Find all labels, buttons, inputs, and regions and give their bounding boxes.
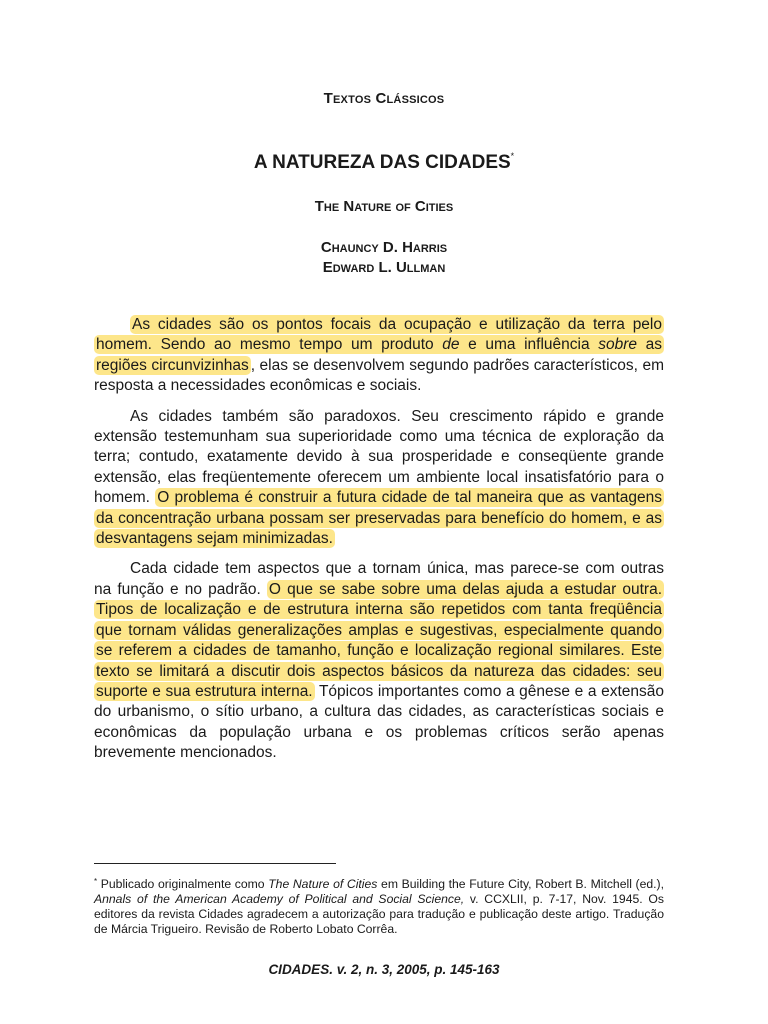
journal-citation: CIDADES. v. 2, n. 3, 2005, p. 145-163 [268,962,500,977]
emphasis: The Nature of Cities [268,877,378,891]
author-list [0,238,768,278]
footnote [94,874,664,937]
article-title [0,151,768,174]
highlight: O problema é construir a futura cidade de tal maneira que as vantagens da concentração urbana possam ser preservadas para benefício do homem, e as desvantagens sejam minimizadas. [96,489,662,548]
paragraph [94,407,664,550]
title-footnote-mark: * [510,151,515,161]
emphasis: Annals of the American Academy of Political and Social Science, [94,892,465,906]
author-name: Chauncy D. Harris [320,239,448,256]
footnote-mark: * [94,877,98,886]
text-run: e uma influência [459,336,599,354]
title-text: A NATUREZA DAS CIDADES [253,152,511,173]
text-run: , elas se desenvolvem segundo padrões característicos, em resposta a necessidades econômicas e sociais. [94,356,664,395]
text-run: Tópicos importantes como a gênese e a extensão do urbanismo, o sítio urbano, a cultura das cidades, as características sociais e econômicas da população urbana e os problemas críticos serão apenas brevemente mencionados. [94,682,665,762]
paragraph [94,315,664,397]
text-run: As cidades são os pontos focais da ocupação e utilização da terra pelo homem. Sendo ao mesmo tempo um produto [96,316,662,354]
text-run: em Building the Future City, Robert B. Mitchell (ed.), [377,877,664,891]
text-run: as regiões circunvizinhas [96,336,662,374]
paragraph [94,559,664,763]
text-run: As cidades também são paradoxos. Seu crescimento rápido e grande extensão testemunham sua superioridade como uma técnica de exploração da terra; contudo, exatamente devido à sua prosperidade e conseqüente grande extensão, elas freqüentemente oferecem um ambiente local insatisfatório para o homem. [94,407,664,507]
footnote-divider [94,863,336,864]
article-body [94,315,664,774]
emphasis: sobre [598,336,637,354]
author-name: Edward L. Ullman [322,259,446,276]
article-subtitle: The Nature of Cities [314,198,454,215]
highlight: O que se sabe sobre uma delas ajuda a estudar outra. Tipos de localização e de estrutura interna são repetidos com tanta freqüência que tornam válidas generalizações amplas e sugestivas, especialmente quando se referem a cidades de tamanho, função e localização regional similares. Este texto se limitará a discutir dois aspectos básicos da natureza das cidades: seu suporte e sua estrutura interna. [96,580,662,700]
section-label: Textos Clássicos [323,90,445,107]
text-run: Publicado originalmente como [97,877,269,891]
emphasis: de [442,336,460,354]
text-run: Cada cidade tem aspectos que a tornam única, mas parece-se com outras na função e no padrão. [94,560,664,598]
text-run: v. CCXLII, p. 7-17, Nov. 1945. Os editores da revista Cidades agradecem a autorização para tradução e publicação deste artigo. Tradução de Márcia Trigueiro. Revisão de Roberto Lobato Corrêa. [94,892,664,936]
